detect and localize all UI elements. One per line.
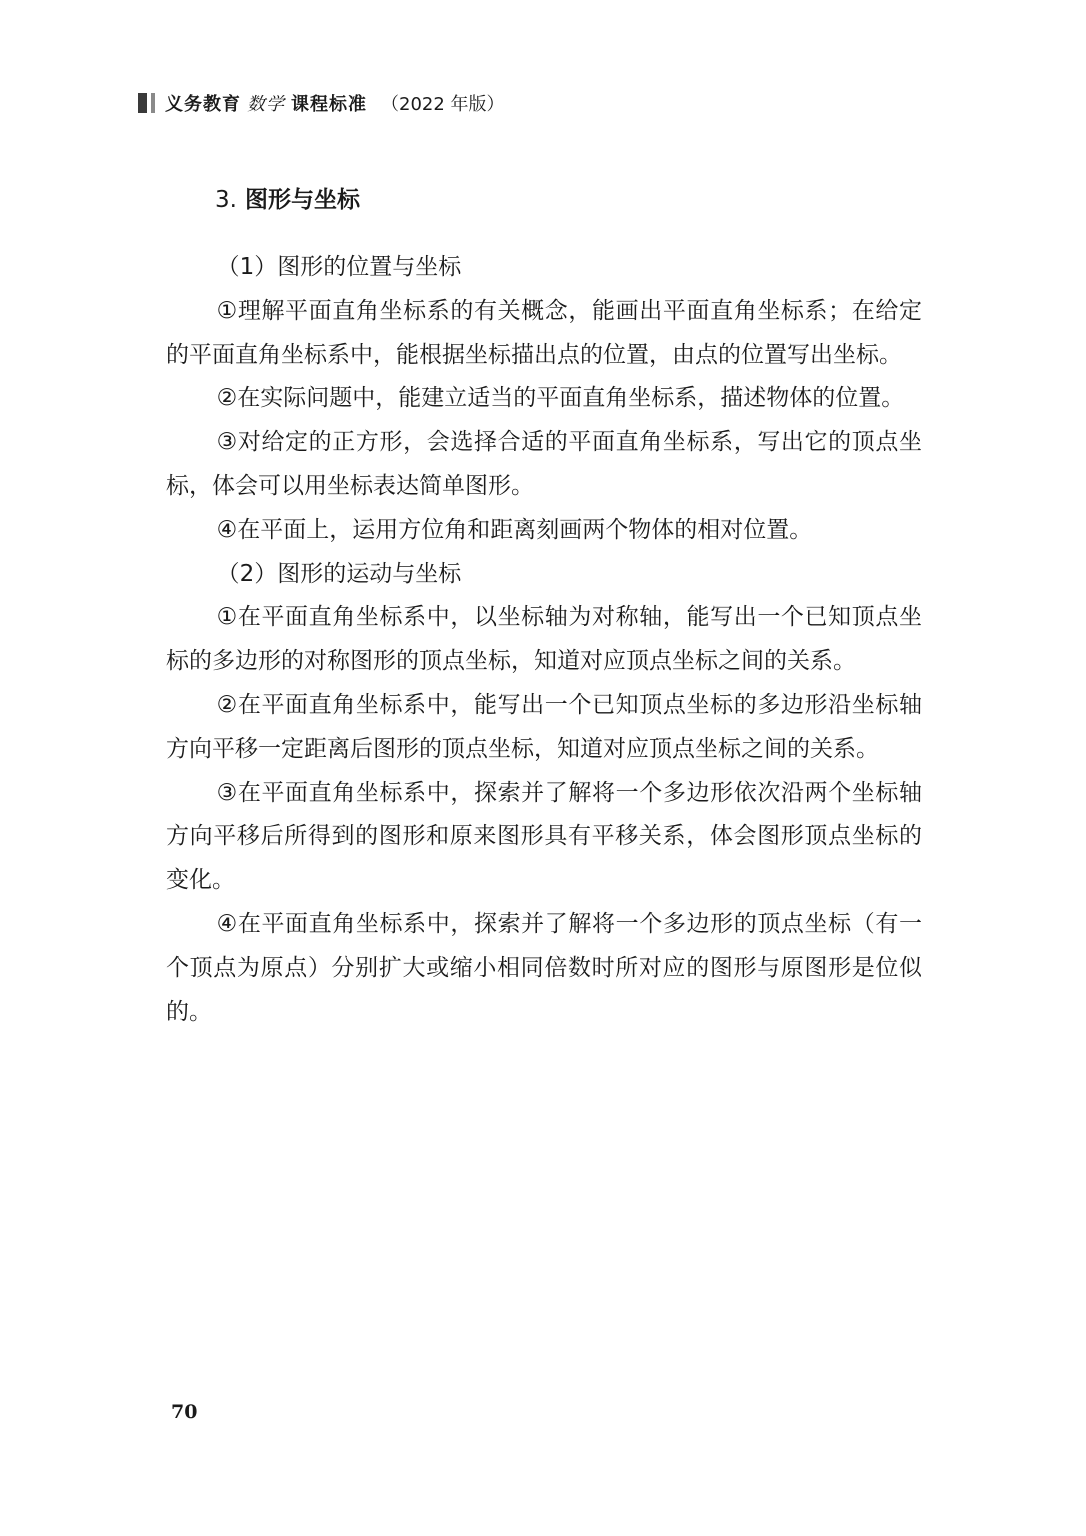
running-header <box>138 88 505 118</box>
paragraph: ②在实际问题中，能建立适当的平面直角坐标系，描述物体的位置。 <box>216 385 905 412</box>
header-bar-icon <box>138 93 155 113</box>
subsection-heading-2: （2）图形的运动与坐标 <box>216 560 462 587</box>
page-number: 70 <box>171 1401 198 1423</box>
header-book-right: 课程标准 <box>291 94 367 115</box>
paragraph: ④在平面直角坐标系中，探索并了解将一个多边形的顶点坐标（有一个顶点为原点）分别扩大或缩小相同倍数时所对应的图形与原图形是位似的。 <box>166 910 922 1025</box>
header-book-subject: 数学 <box>247 94 285 115</box>
paragraph: ①理解平面直角坐标系的有关概念，能画出平面直角坐标系；在给定的平面直角坐标系中，能根据坐标描出点的位置，由点的位置写出坐标。 <box>166 297 922 368</box>
paragraph: ①在平面直角坐标系中，以坐标轴为对称轴，能写出一个已知顶点坐标的多边形的对称图形的顶点坐标，知道对应顶点坐标之间的关系。 <box>166 604 922 675</box>
paragraph: ④在平面上，运用方位角和距离刻画两个物体的相对位置。 <box>216 516 813 543</box>
section-heading <box>215 184 360 216</box>
paragraph: ③对给定的正方形，会选择合适的平面直角坐标系，写出它的顶点坐标，体会可以用坐标表达简单图形。 <box>166 429 922 499</box>
header-book-left: 义务教育 <box>165 94 241 115</box>
body-text <box>166 246 922 1034</box>
header-edition: （2022 年版） <box>381 94 505 115</box>
paragraph: ③在平面直角坐标系中，探索并了解将一个多边形依次沿两个坐标轴方向平移后所得到的图形和原来图形具有平移关系，体会图形顶点坐标的变化。 <box>166 779 922 894</box>
subsection-heading-1: （1）图形的位置与坐标 <box>216 254 462 280</box>
paragraph: ②在平面直角坐标系中，能写出一个已知顶点坐标的多边形沿坐标轴方向平移一定距离后图形的顶点坐标，知道对应顶点坐标之间的关系。 <box>166 691 922 762</box>
section-number: 3. <box>215 187 237 213</box>
section-title: 图形与坐标 <box>244 187 360 213</box>
